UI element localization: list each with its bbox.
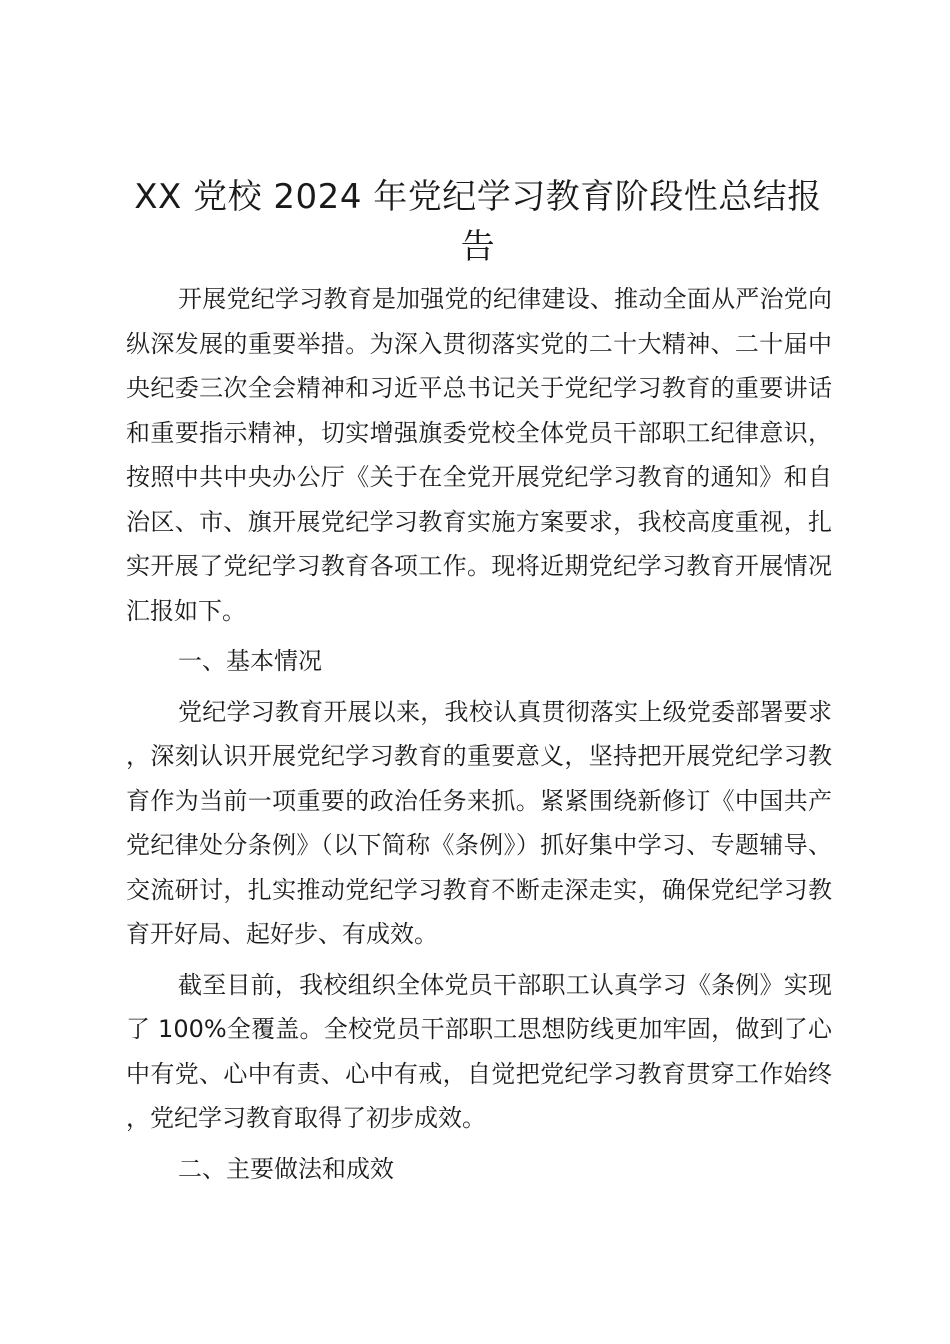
- section-heading-basic-situation: 一、基本情况: [178, 647, 322, 675]
- intro-paragraph: 开展党纪学习教育是加强党的纪律建设、推动全面从严治党向纵深发展的重要举措。为深入贯彻落实党的二十大精神、二十届中央纪委三次全会精神和习近平总书记关于党纪学习教育的重要讲话和重要指示精神，切实增强旗委党校全体党员干部职工纪律意识，按照中共中央办公厅《关于在全党开展党纪学习教育的通知》和自治区、市、旗开展党纪学习教育实施方案要求，我校高度重视，扎实开展了党纪学习教育各项工作。现将近期党纪学习教育开展情况汇报如下。: [126, 285, 832, 625]
- section-heading-main-practices: 二、主要做法和成效: [178, 1154, 394, 1183]
- document-title: XX 党校 2024 年党纪学习教育阶段性总结报告: [134, 177, 822, 267]
- body-paragraph: 截至目前，我校组织全体党员干部职工认真学习《条例》实现了 100%全覆盖。全校党员干部职工思想防线更加牢固，做到了心中有党、心中有责、心中有戒，自觉把党纪学习教育贯穿工作始终，党纪学习教育取得了初步成效。: [126, 970, 832, 1132]
- body-paragraph: 党纪学习教育开展以来，我校认真贯彻落实上级党委部署要求，深刻认识开展党纪学习教育的重要意义，坚持把开展党纪学习教育作为当前一项重要的政治任务来抓。紧紧围绕新修订《中国共产党纪律处分条例》（以下简称《条例》）抓好集中学习、专题辅导、交流研讨，扎实推动党纪学习教育不断走深走实，确保党纪学习教育开好局、起好步、有成效。: [126, 697, 832, 948]
- document-body: [126, 277, 832, 1197]
